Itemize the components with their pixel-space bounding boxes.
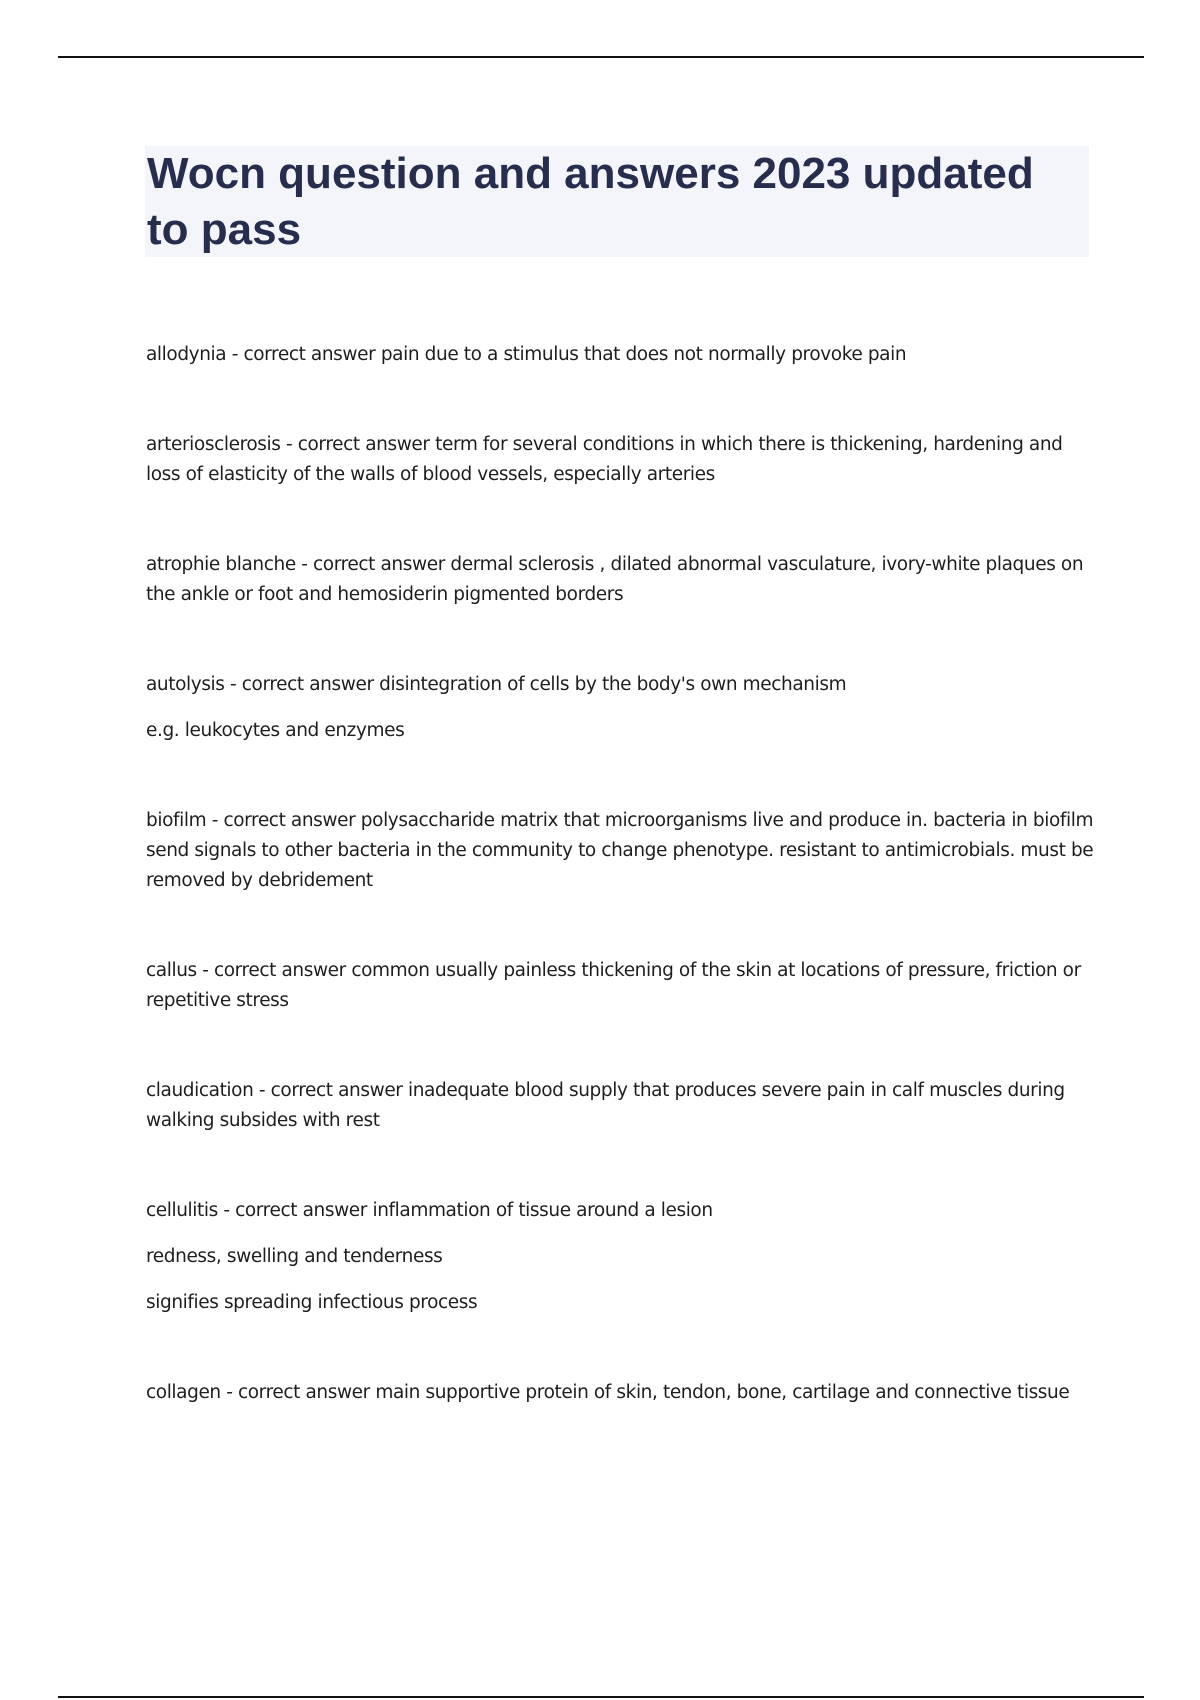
entry-cellulitis [146,1196,1096,1318]
header-rule [58,56,1144,58]
entry-atrophie-blanche [146,550,1096,610]
entry-arteriosclerosis [146,430,1096,490]
entry-autolysis [146,670,1096,746]
entry-text: collagen - correct answer main supportive protein of skin, tendon, bone, cartilage and connective tissue [146,1382,1070,1403]
entry-text: cellulitis - correct answer inflammation of tissue around a lesion [146,1200,713,1221]
entries-list [146,340,1096,1408]
entry-claudication [146,1076,1096,1136]
entry-biofilm [146,806,1096,896]
entry-text: e.g. leukocytes and enzymes [146,720,405,741]
entry-text: atrophie blanche - correct answer dermal sclerosis , dilated abnormal vasculature, ivory-white plaques on the ankle or foot and hemosiderin pigmented borders [146,554,1084,605]
entry-text: autolysis - correct answer disintegration of cells by the body's own mechanism [146,674,847,695]
document-title: Wocn question and answers 2023 updated to pass [147,149,1034,254]
entry-text: arteriosclerosis - correct answer term for several conditions in which there is thickening, hardening and loss of elasticity of the walls of blood vessels, especially arteries [146,434,1063,485]
entry-text: biofilm - correct answer polysaccharide matrix that microorganisms live and produce in. bacteria in biofilm send signals to other bacteria in the community to change phenotype. resistant to antimicrobials. must be removed by debridement [146,810,1094,891]
entry-text: redness, swelling and tenderness [146,1246,443,1267]
entry-callus [146,956,1096,1016]
entry-text: allodynia - correct answer pain due to a stimulus that does not normally provoke pain [146,344,907,365]
entry-collagen [146,1378,1096,1408]
entry-text: signifies spreading infectious process [146,1292,478,1313]
entry-text: callus - correct answer common usually painless thickening of the skin at locations of pressure, friction or repetitive stress [146,960,1081,1011]
entry-text: claudication - correct answer inadequate blood supply that produces severe pain in calf muscles during walking subsides with rest [146,1080,1065,1131]
footer-rule [58,1696,1144,1698]
entry-allodynia [146,340,1096,370]
